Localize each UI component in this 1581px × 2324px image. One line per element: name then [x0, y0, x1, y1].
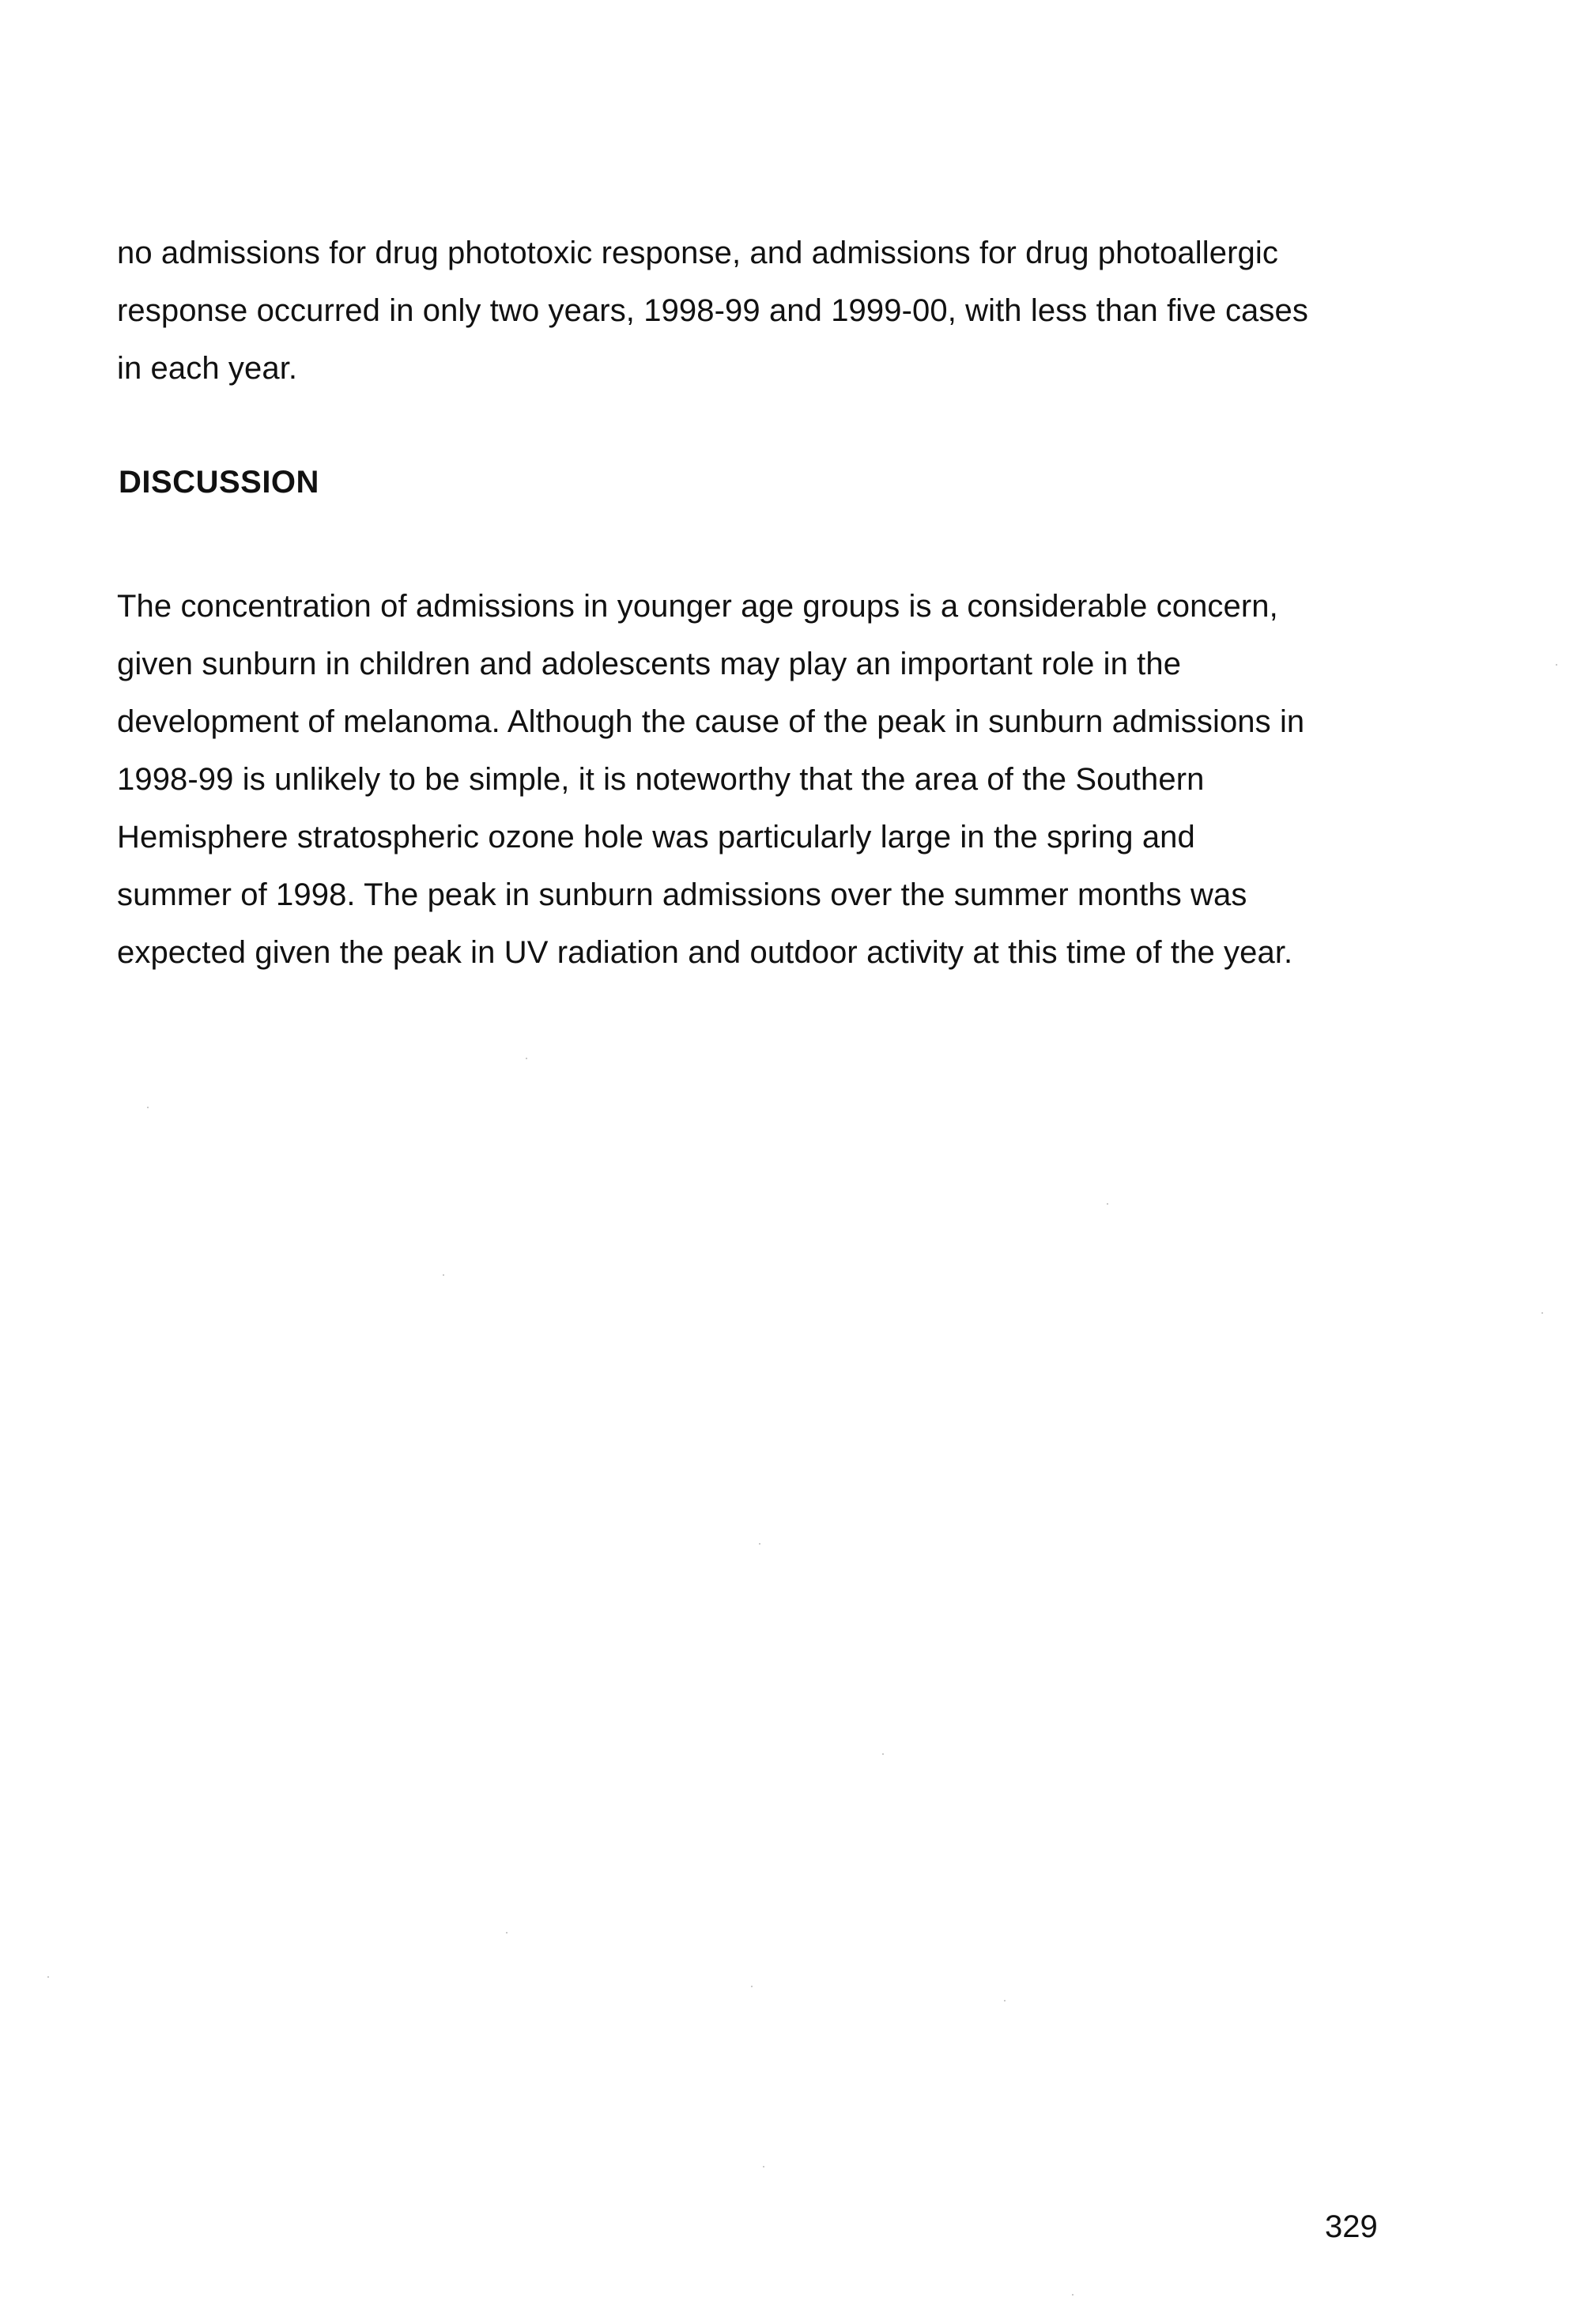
scan-speck — [759, 1543, 760, 1545]
discussion-paragraph — [117, 578, 1398, 982]
paragraph-line: in each year. — [117, 351, 298, 386]
scan-speck — [526, 1058, 527, 1059]
paragraph-line: response occurred in only two years, 1998-99 and 1999-00, with less than five cases — [117, 293, 1308, 328]
paragraph-line: The concentration of admissions in younger age groups is a considerable concern, — [117, 589, 1278, 624]
paragraph-line: expected given the peak in UV radiation and outdoor activity at this time of the year. — [117, 935, 1293, 970]
scan-speck — [1541, 1312, 1543, 1314]
results-paragraph-continued — [117, 224, 1398, 398]
scan-speck — [882, 1753, 884, 1755]
page-number: 329 — [1325, 2209, 1378, 2244]
scan-speck — [751, 1986, 753, 1987]
paragraph-line: given sunburn in children and adolescents may play an important role in the — [117, 647, 1182, 681]
scan-speck — [443, 1274, 444, 1276]
paragraph-line: 1998-99 is unlikely to be simple, it is noteworthy that the area of the Southern — [117, 762, 1205, 797]
paragraph-line: summer of 1998. The peak in sunburn admissions over the summer months was — [117, 877, 1247, 912]
scan-speck — [1004, 2000, 1006, 2001]
scan-speck — [147, 1107, 149, 1108]
scan-speck — [506, 1932, 508, 1934]
scan-speck — [1107, 1203, 1108, 1205]
paragraph-line: Hemisphere stratospheric ozone hole was particularly large in the spring and — [117, 820, 1195, 855]
paragraph-line: development of melanoma. Although the cause of the peak in sunburn admissions in — [117, 704, 1305, 739]
scan-speck — [47, 1976, 49, 1978]
paragraph-line: no admissions for drug phototoxic response, and admissions for drug photoallergic — [117, 236, 1278, 270]
scan-speck — [763, 2166, 764, 2167]
scan-speck — [1072, 2294, 1073, 2296]
scan-speck — [1556, 664, 1557, 666]
discussion-heading: DISCUSSION — [119, 465, 319, 500]
